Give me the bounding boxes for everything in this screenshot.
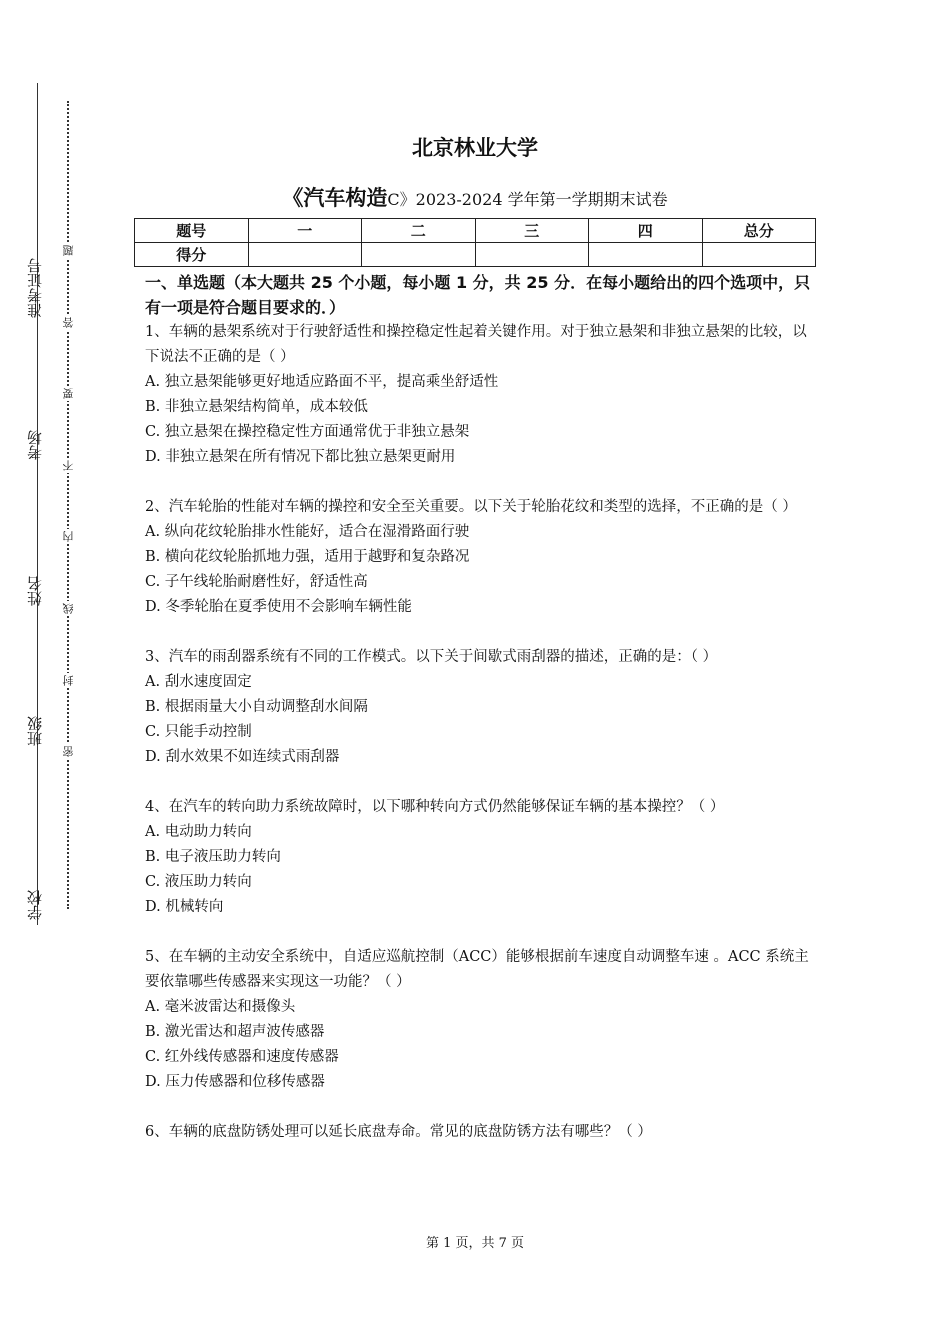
question-option: A. 纵向花纹轮胎排水性能好，适合在湿滑路面行驶 <box>145 524 470 540</box>
question <box>145 645 815 770</box>
question-option: C. 只能手动控制 <box>145 724 252 740</box>
binding-note: 不 <box>62 460 75 471</box>
question-option: D. 非独立悬架在所有情况下都比独立悬架更耐用 <box>145 449 456 465</box>
question-stem: 1、车辆的悬架系统对于行驶舒适性和操控稳定性起着关键作用。对于独立悬架和非独立悬架的比较，以下说法不正确的是（ ） <box>145 324 807 365</box>
question-option: D. 冬季轮胎在夏季使用不会影响车辆性能 <box>145 599 412 615</box>
exam-title-term: C》2023-2024 学年第一学期期末试卷 <box>387 190 668 209</box>
question-option: C. 液压助力转向 <box>145 874 252 890</box>
question-option: B. 激光雷达和超声波传感器 <box>145 1024 325 1040</box>
question <box>145 1120 815 1145</box>
score-cell <box>475 243 589 267</box>
score-row-label: 得分 <box>135 243 249 267</box>
binding-note: 封 <box>62 675 75 686</box>
score-cell <box>362 243 476 267</box>
label-class: 班级 <box>26 716 44 746</box>
binding-dotted-line <box>67 101 69 909</box>
question-stem: 2、汽车轮胎的性能对车辆的操控和安全至关重要。以下关于轮胎花纹和类型的选择，不正确的是（ ） <box>145 499 797 515</box>
exam-title-course: 《汽车构造 <box>282 186 388 210</box>
score-header-cell: 一 <box>248 219 362 243</box>
question-option: D. 刮水效果不如连续式雨刮器 <box>145 749 340 765</box>
question <box>145 795 815 920</box>
question-option: C. 独立悬架在操控稳定性方面通常优于非独立悬架 <box>145 424 470 440</box>
question-option: B. 根据雨量大小自动调整刮水间隔 <box>145 699 368 715</box>
score-table <box>134 218 816 267</box>
score-cell <box>702 243 816 267</box>
binding-note: 密 <box>62 746 75 757</box>
score-cell <box>589 243 703 267</box>
question-option: C. 红外线传感器和速度传感器 <box>145 1049 339 1065</box>
question-option: B. 电子液压助力转向 <box>145 849 281 865</box>
page-footer: 第 1 页，共 7 页 <box>425 1236 525 1251</box>
binding-note: 答 <box>62 317 75 328</box>
question-option: D. 机械转向 <box>145 899 224 915</box>
label-school: 学校 <box>26 890 44 920</box>
exam-title <box>0 182 950 212</box>
binding-note: 题 <box>62 245 75 256</box>
binding-note: 要 <box>62 388 75 399</box>
question-stem: 6、车辆的底盘防锈处理可以延长底盘寿命。常见的底盘防锈方法有哪些？（ ） <box>145 1124 652 1140</box>
question-option: A. 毫米波雷达和摄像头 <box>145 999 296 1015</box>
question <box>145 945 815 1095</box>
question <box>145 320 815 470</box>
binding-note: 线 <box>62 603 75 614</box>
question-stem: 5、在车辆的主动安全系统中，自适应巡航控制（ACC）能够根据前车速度自动调整车速 。ACC 系统主要依靠哪些传感器来实现这一功能？（ ） <box>145 949 809 990</box>
section-title: 一、单选题（本大题共 25 个小题，每小题 1 分，共 25 分．在每小题给出的四个选项中，只有一项是符合题目要求的．） <box>145 273 811 317</box>
score-header-cell: 题号 <box>135 219 249 243</box>
label-exam-number: 准考证号 <box>26 258 44 318</box>
score-header-cell: 四 <box>589 219 703 243</box>
question-option: C. 子午线轮胎耐磨性好，舒适性高 <box>145 574 368 590</box>
score-cell <box>248 243 362 267</box>
question-stem: 3、汽车的雨刮器系统有不同的工作模式。以下关于间歇式雨刮器的描述，正确的是：（ ） <box>145 649 718 665</box>
score-table-score-row <box>135 243 816 267</box>
exam-content <box>145 270 815 1170</box>
question-option: A. 电动助力转向 <box>145 824 252 840</box>
label-exam-room: 考场 <box>26 430 44 460</box>
question-option: A. 独立悬架能够更好地适应路面不平，提高乘坐舒适性 <box>145 374 499 390</box>
score-table-header-row <box>135 219 816 243</box>
question-option: B. 横向花纹轮胎抓地力强，适用于越野和复杂路况 <box>145 549 470 565</box>
score-header-cell: 三 <box>475 219 589 243</box>
question <box>145 495 815 620</box>
score-header-cell: 总分 <box>702 219 816 243</box>
question-option: D. 压力传感器和位移传感器 <box>145 1074 325 1090</box>
question-option: B. 非独立悬架结构简单，成本较低 <box>145 399 368 415</box>
label-name: 姓名 <box>26 576 44 606</box>
question-stem: 4、在汽车的转向助力系统故障时，以下哪种转向方式仍然能够保证车辆的基本操控？（ ） <box>145 799 725 815</box>
question-option: A. 刮水速度固定 <box>145 674 252 690</box>
binding-note: 内 <box>62 531 75 542</box>
university-name: 北京林业大学 <box>412 136 538 160</box>
score-header-cell: 二 <box>362 219 476 243</box>
